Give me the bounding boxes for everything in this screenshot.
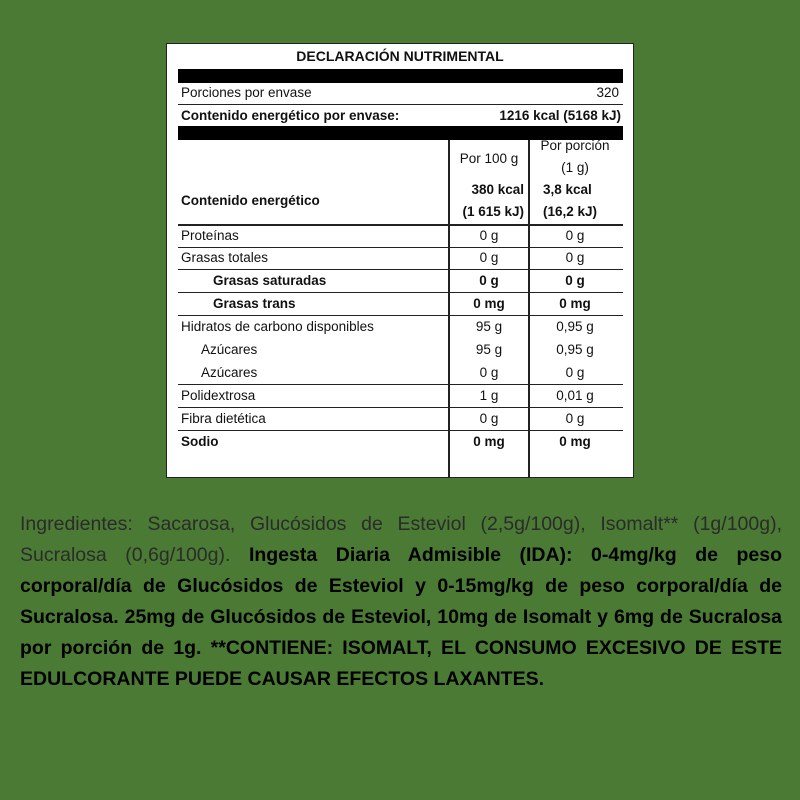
divider [178,292,623,293]
row-per100: 0 mg [473,296,505,311]
row-per100: 95 g [475,319,503,334]
col-per100-header: Por 100 g [459,151,519,166]
divider [178,407,623,408]
servings-value: 320 [596,85,619,100]
row-name-hidratos: Hidratos de carbono disponibles [181,319,374,334]
row-portion: 0 g [565,273,585,288]
ingredients-list: Ingredientes: Sacarosa, Glucósidos de Esteviol (2,5g/100g), Isomalt** (1g/100g), Sucralosa (0,6g/100g). [20,513,782,566]
row-per100: 95 g [475,342,503,357]
row-per100: 0 g [479,250,499,265]
row-portion: 0 g [565,365,585,380]
row-portion: 0 g [565,228,585,243]
energy-portion-kcal: 3,8 kcal [543,182,592,197]
col-portion-header-2: (1 g) [561,160,589,175]
row-name-sodio: Sodio [181,434,219,449]
energy-portion-kj: (16,2 kJ) [543,204,598,219]
divider [178,269,623,270]
nutrition-label [166,43,634,478]
divider [178,430,623,431]
row-name-polidextrosa: Polidextrosa [181,388,256,403]
row-name-grasas-totales: Grasas totales [181,250,269,265]
row-portion: 0 g [565,250,585,265]
row-per100: 1 g [479,388,499,403]
header-bar [178,69,623,83]
divider [178,315,623,316]
row-portion: 0 mg [559,296,591,311]
label-title: DECLARACIÓN NUTRIMENTAL [296,48,504,64]
divider [178,247,623,248]
divider [178,384,623,385]
row-per100: 0 g [479,411,499,426]
energy-100-kj: (1 615 kJ) [462,204,524,219]
energy-per-pack-label: Contenido energético por envase: [181,108,400,123]
ingredients-warning: Ingesta Diaria Admisible (IDA): 0-4mg/kg de peso corporal/día de Glucósidos de Esteviol y 0-15mg/kg de peso corporal/día de Sucralosa. 25mg de Glucósidos de Esteviol, 10mg de Isomalt y 6mg de Sucralosa por porción de 1g. **CONTIENE: ISOMALT, EL CONSUMO EXCESIVO DE ESTE EDULCORANTE PUEDE CAUSAR EFECTOS LAXANTES. [20,544,782,690]
row-per100: 0 g [479,228,499,243]
row-name-fibra: Fibra dietética [181,411,266,426]
row-name-grasas-saturadas: Grasas saturadas [213,273,327,288]
divider [178,224,623,226]
row-name-proteinas: Proteínas [181,228,239,243]
energy-100-kcal: 380 kcal [471,182,524,197]
row-name-azucares-2: Azúcares [201,365,258,380]
row-name-azucares: Azúcares [201,342,258,357]
row-portion: 0 mg [559,434,591,449]
row-name-grasas-trans: Grasas trans [213,296,296,311]
row-per100: 0 g [479,273,499,288]
energy-per-pack-value: 1216 kcal (5168 kJ) [499,108,621,123]
energy-label: Contenido energético [181,193,320,208]
row-per100: 0 mg [473,434,505,449]
row-portion: 0 g [565,411,585,426]
servings-label: Porciones por envase [181,85,312,100]
col-portion-header-1: Por porción [540,138,610,153]
row-portion: 0,01 g [556,388,594,403]
row-portion: 0,95 g [556,342,594,357]
row-per100: 0 g [479,365,499,380]
divider [178,104,623,105]
row-portion: 0,95 g [556,319,594,334]
ingredients-text [20,509,782,695]
